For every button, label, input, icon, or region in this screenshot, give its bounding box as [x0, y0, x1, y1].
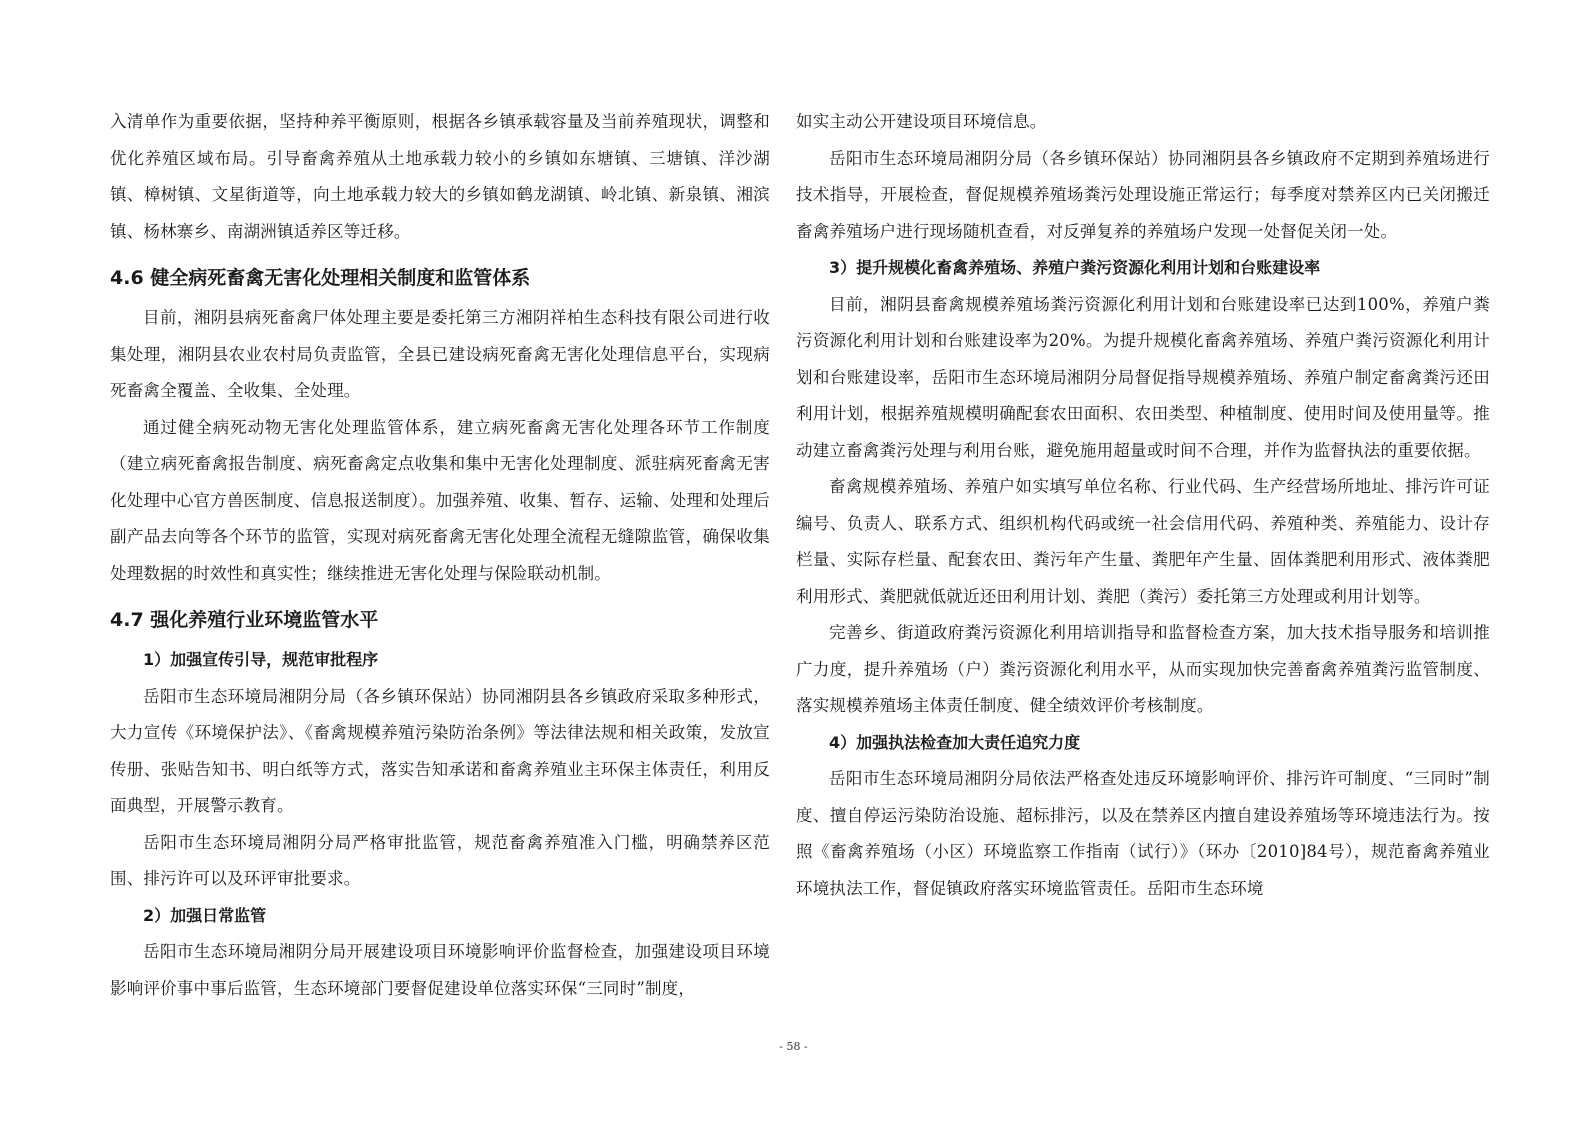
- paragraph: 岳阳市生态环境局湘阴分局严格审批监管，规范畜禽养殖准入门槛，明确禁养区范围、排污许可以及环评审批要求。: [110, 832, 770, 888]
- paragraph: 入清单作为重要依据，坚持种养平衡原则，根据各乡镇承载容量及当前养殖现状，调整和优化养殖区域布局。引导畜禽养殖从土地承载力较小的乡镇如东塘镇、三塘镇、洋沙湖镇、樟树镇、文星街道等，向土地承载力较大的乡镇如鹤龙湖镇、岭北镇、新泉镇、湘滨镇、杨林寨乡、南湖洲镇适养区等迁移。: [110, 112, 770, 241]
- paragraph: 目前，湘阴县畜禽规模养殖场粪污资源化利用计划和台账建设率已达到100%，养殖户粪污资源化利用计划和台账建设率为20%。为提升规模化畜禽养殖场、养殖户粪污资源化利用计划和台账建设率，岳阳市生态环境局湘阴分局督促指导规模养殖场、养殖户制定畜禽粪污还田利用计划，根据养殖规模明确配套农田面积、农田类型、种植制度、使用时间及使用量等。推动建立畜禽粪污处理与利用台账，避免施用超量或时间不合理，并作为监督执法的重要依据。: [796, 294, 1490, 460]
- paragraph: 岳阳市生态环境局湘阴分局依法严格查处违反环境影响评价、排污许可制度、“三同时”制度、擅自停运污染防治设施、超标排污，以及在禁养区内擅自建设养殖场等环境违法行为。按照《畜禽养殖场（小区）环境监察工作指南（试行）》（环办〔2010]84号），规范畜禽养殖业环境执法工作，督促镇政府落实环境监管责任。岳阳市生态环境: [796, 769, 1490, 898]
- page-number: - 58 -: [779, 1040, 808, 1053]
- paragraph: 目前，湘阴县病死畜禽尸体处理主要是委托第三方湘阴祥柏生态科技有限公司进行收集处理，湘阴县农业农村局负责监管，全县已建设病死畜禽无害化处理信息平台，实现病死畜禽全覆盖、全收集、全处理。: [110, 308, 770, 400]
- paragraph: 岳阳市生态环境局湘阴分局（各乡镇环保站）协同湘阴县各乡镇政府不定期到养殖场进行技术指导，开展检查，督促规模养殖场粪污处理设施正常运行；每季度对禁养区内已关闭搬迁畜禽养殖场户进行现场随机查看，对反弹复养的养殖场户发现一处督促关闭一处。: [796, 148, 1490, 241]
- paragraph: 如实主动公开建设项目环境信息。: [796, 112, 1047, 131]
- subheading-2: 2）加强日常监管: [143, 905, 267, 925]
- subheading-3: 3）提升规模化畜禽养殖场、养殖户粪污资源化利用计划和台账建设率: [829, 258, 1321, 277]
- paragraph: 岳阳市生态环境局湘阴分局（各乡镇环保站）协同湘阴县各乡镇政府采取多种形式，大力宣传《环境保护法》、《畜禽规模养殖污染防治条例》等法律法规和相关政策，发放宣传册、张贴告知书、明白纸等方式，落实告知承诺和畜禽养殖业主环保主体责任，利用反面典型，开展警示教育。: [110, 686, 770, 815]
- subheading-4: 4）加强执法检查加大责任追究力度: [829, 732, 1081, 752]
- paragraph: 畜禽规模养殖场、养殖户如实填写单位名称、行业代码、生产经营场所地址、排污许可证编号、负责人、联系方式、组织机构代码或统一社会信用代码、养殖种类、养殖能力、设计存栏量、实际存栏量、配套农田、粪污年产生量、粪肥年产生量、固体粪肥利用形式、液体粪肥利用形式、粪肥就低就近还田利用计划、粪肥（粪污）委托第三方处理或利用计划等。: [796, 477, 1490, 606]
- right-column: [796, 104, 1490, 907]
- section-heading-4-6: 4.6 健全病死畜禽无害化处理相关制度和监管体系: [110, 267, 531, 289]
- paragraph: 岳阳市生态环境局湘阴分局开展建设项目环境影响评价监督检查，加强建设项目环境影响评价事中事后监管，生态环境部门要督促建设单位落实环保“三同时”制度，: [110, 942, 770, 998]
- section-heading-4-7: 4.7 强化养殖行业环境监管水平: [110, 609, 379, 631]
- subheading-1: 1）加强宣传引导，规范审批程序: [143, 650, 379, 669]
- paragraph: 完善乡、街道政府粪污资源化利用培训指导和监督检查方案，加大技术指导服务和培训推广力度，提升养殖场（户）粪污资源化利用水平，从而实现加快完善畜禽养殖粪污监管制度、落实规模养殖场主体责任制度、健全绩效评价考核制度。: [796, 623, 1490, 715]
- paragraph: 通过健全病死动物无害化处理监管体系，建立病死畜禽无害化处理各环节工作制度（建立病死畜禽报告制度、病死畜禽定点收集和集中无害化处理制度、派驻病死畜禽无害化处理中心官方兽医制度、信息报送制度）。加强养殖、收集、暂存、运输、处理和处理后副产品去向等各个环节的监管，实现对病死畜禽无害化处理全流程无缝隙监管，确保收集处理数据的时效性和真实性；继续推进无害化处理与保险联动机制。: [110, 417, 770, 583]
- left-column: [110, 104, 770, 1007]
